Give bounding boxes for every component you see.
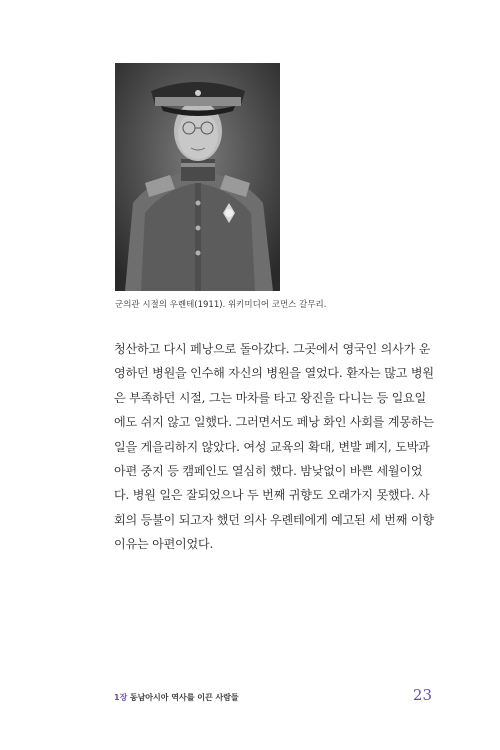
text-line: 청산하고 다시 페낭으로 돌아갔다. 그곳에서 영국인 의사가 운 bbox=[114, 342, 431, 356]
text-line: 은 부족하던 시절, 그는 마차를 타고 왕진을 다니는 등 일요일 bbox=[114, 390, 427, 405]
text-line: 아편 중지 등 캠페인도 열심히 했다. 밤낮없이 바쁜 세월이었 bbox=[114, 464, 423, 479]
text-line: 다. 병원 일은 잘되었으나 두 번째 귀향도 오래가지 못했다. 사 bbox=[114, 488, 430, 503]
running-footer bbox=[114, 692, 239, 703]
portrait-photo bbox=[115, 63, 280, 291]
text-line: 이유는 아편이었다. bbox=[114, 537, 214, 552]
text-line: 에도 쉬지 않고 일했다. 그러면서도 페낭 화인 사회를 계몽하는 bbox=[114, 415, 434, 430]
page-number: 23 bbox=[412, 686, 432, 704]
text-line: 일을 게을리하지 않았다. 여성 교육의 확대, 변발 폐지, 도박과 bbox=[114, 439, 430, 454]
text-line: 회의 등불이 되고자 했던 의사 우롄테에게 예고된 세 번째 이향 bbox=[114, 512, 434, 527]
text-line: 영하던 병원을 인수해 자신의 병원을 열었다. 환자는 많고 병원 bbox=[114, 366, 434, 381]
portrait-illustration bbox=[115, 63, 280, 291]
book-title: 동남아시아 역사를 이끈 사람들 bbox=[129, 693, 239, 702]
photo-caption: 군의관 시절의 우롄테(1911). 위키미디어 코먼스 갈무리. bbox=[115, 300, 327, 310]
body-paragraph bbox=[114, 337, 434, 557]
chapter-label: 1장 bbox=[114, 693, 128, 702]
